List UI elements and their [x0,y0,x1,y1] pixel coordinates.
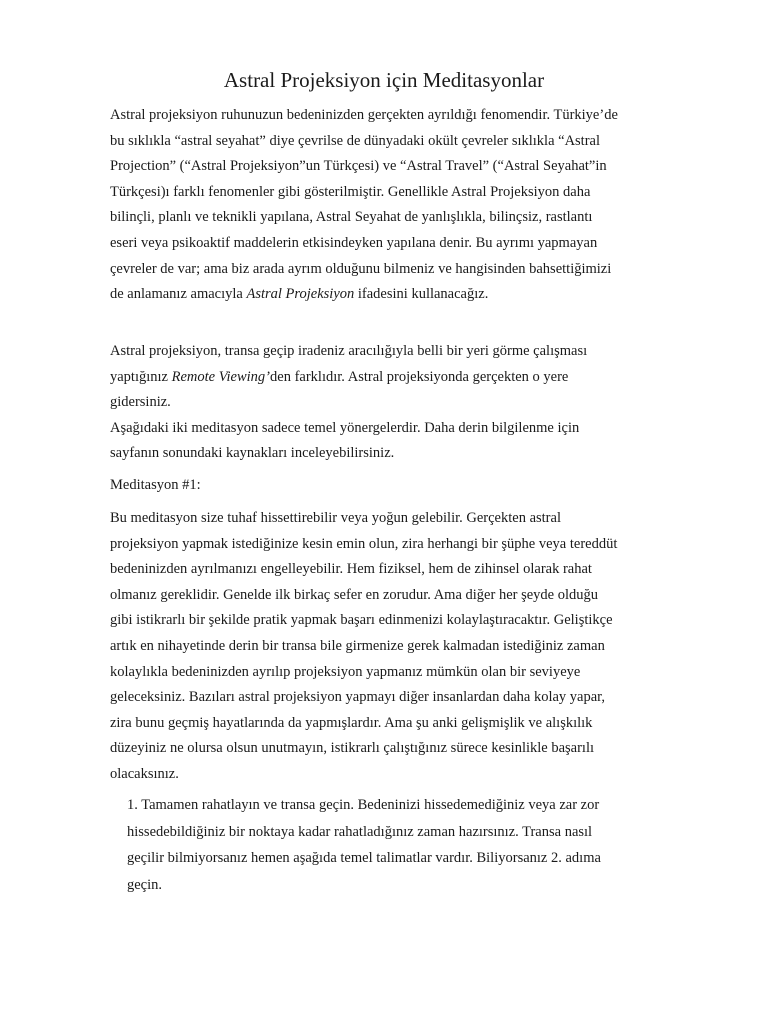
text-run: yaptığınız [110,368,172,385]
text-line: gidersiniz. [110,394,171,411]
text-line: Meditasyon #1: [110,477,201,493]
text-line: geçilir bilmiyorsanız hemen aşağıda temel talimatlar vardır. Biliyorsanız 2. adıma [127,850,601,866]
italic-term: Remote Viewing’ [171,368,271,385]
italic-term: Astral Projeksiyon [246,286,355,303]
instruction-list [127,792,657,898]
text-line: Aşağıdaki iki meditasyon sadece temel yönergelerdir. Daha derin bilgilenme için [110,419,580,436]
text-line [110,365,655,391]
text-line: sayfanın sonundaki kaynakları inceleyebilirsiniz. [110,445,395,462]
text-line: bedeninizden ayrılmanızı engelleyebilir. Hem fiziksel, hem de zihinsel olarak rahat [110,561,592,578]
meditation-heading [110,473,655,499]
text-line: artık en nihayetinde derin bir transa bile girmenize gerek kalmadan istediğiniz zaman [110,637,605,654]
text-line: düzeyiniz ne olursa olsun unutmayın, istikrarlı çalıştığınız sürece kesinlikle başarılı [110,740,595,757]
text-line [110,282,655,308]
list-item [127,792,657,898]
meditation-paragraph [110,506,655,788]
text-run: den farklıdır. Astral projeksiyonda gerçekten o yere [270,368,569,385]
text-line: olacaksınız. [110,765,179,782]
text-line: projeksiyon yapmak istediğinize kesin emin olun, zira herhangi bir şüphe veya tereddüt [110,535,618,552]
text-line: bu sıklıkla “astral seyahat” diye çevrilse de dünyadaki okült çevreler sıklıkla “Astral [110,132,601,149]
text-line: olmanız gereklidir. Genelde ilk birkaç sefer en zorudur. Ama diğer her şeyde olduğu [110,586,599,603]
text-line: hissedebildiğiniz bir noktaya kadar rahatladığınız zaman hazırsınız. Transa nasıl [127,823,593,840]
text-line: Türkçesi)ı farklı fenomenler gibi gösterilmiştir. Genellikle Astral Projeksiyon daha [110,183,591,200]
text-run: ifadesini kullanacağız. [354,286,489,303]
intro-paragraph [110,103,655,308]
text-line: geçin. [127,876,163,893]
text-line: eseri veya psikoaktif maddelerin etkisindeyken yapılana denir. Bu ayrımı yapmayan [110,234,598,251]
text-line: 1. Tamamen rahatlayın ve transa geçin. Bedeninizi hissedemediğiniz veya zar zor [127,797,600,813]
text-run: de anlamanız amacıyla [110,286,247,303]
text-line: Astral projeksiyon, transa geçip iradeniz aracılığıyla belli bir yeri görme çalışması [110,343,588,359]
remote-viewing-paragraph [110,339,655,467]
text-line: bilinçli, planlı ve teknikli yapılana, Astral Seyahat de yanlışlıkla, bilinçsiz, rastlantı [110,209,593,226]
text-line: Astral projeksiyon ruhunuzun bedeninizden gerçekten ayrıldığı fenomendir. Türkiye’de [110,107,618,123]
text-line: çevreler de var; ama biz arada ayrım olduğunu bilmeniz ve hangisinden bahsettiğimizi [110,260,612,277]
text-line: gibi istikrarlı bir şekilde pratik yapmak başarı edinmenizi kolaylaştıracaktır. Geliştikçe [110,612,613,629]
text-line: kolaylıkla bedeninizden ayrılıp projeksiyon yapmanız mümkün olan bir seviyeye [110,663,581,680]
document-title: Astral Projeksiyon için Meditasyonlar [223,68,545,92]
text-line: Projection” (“Astral Projeksiyon”un Türkçesi) ve “Astral Travel” (“Astral Seyahat”in [110,158,607,175]
text-line: Bu meditasyon size tuhaf hissettirebilir veya yoğun gelebilir. Gerçekten astral [110,510,561,526]
text-line: zira bunu geçmiş hayatlarında da yapmışlardır. Ama şu anki gelişmişlik ve alışkılık [110,714,593,731]
text-line: geleceksiniz. Bazıları astral projeksiyon yapmayı diğer insanlardan daha kolay yapar, [110,689,606,706]
